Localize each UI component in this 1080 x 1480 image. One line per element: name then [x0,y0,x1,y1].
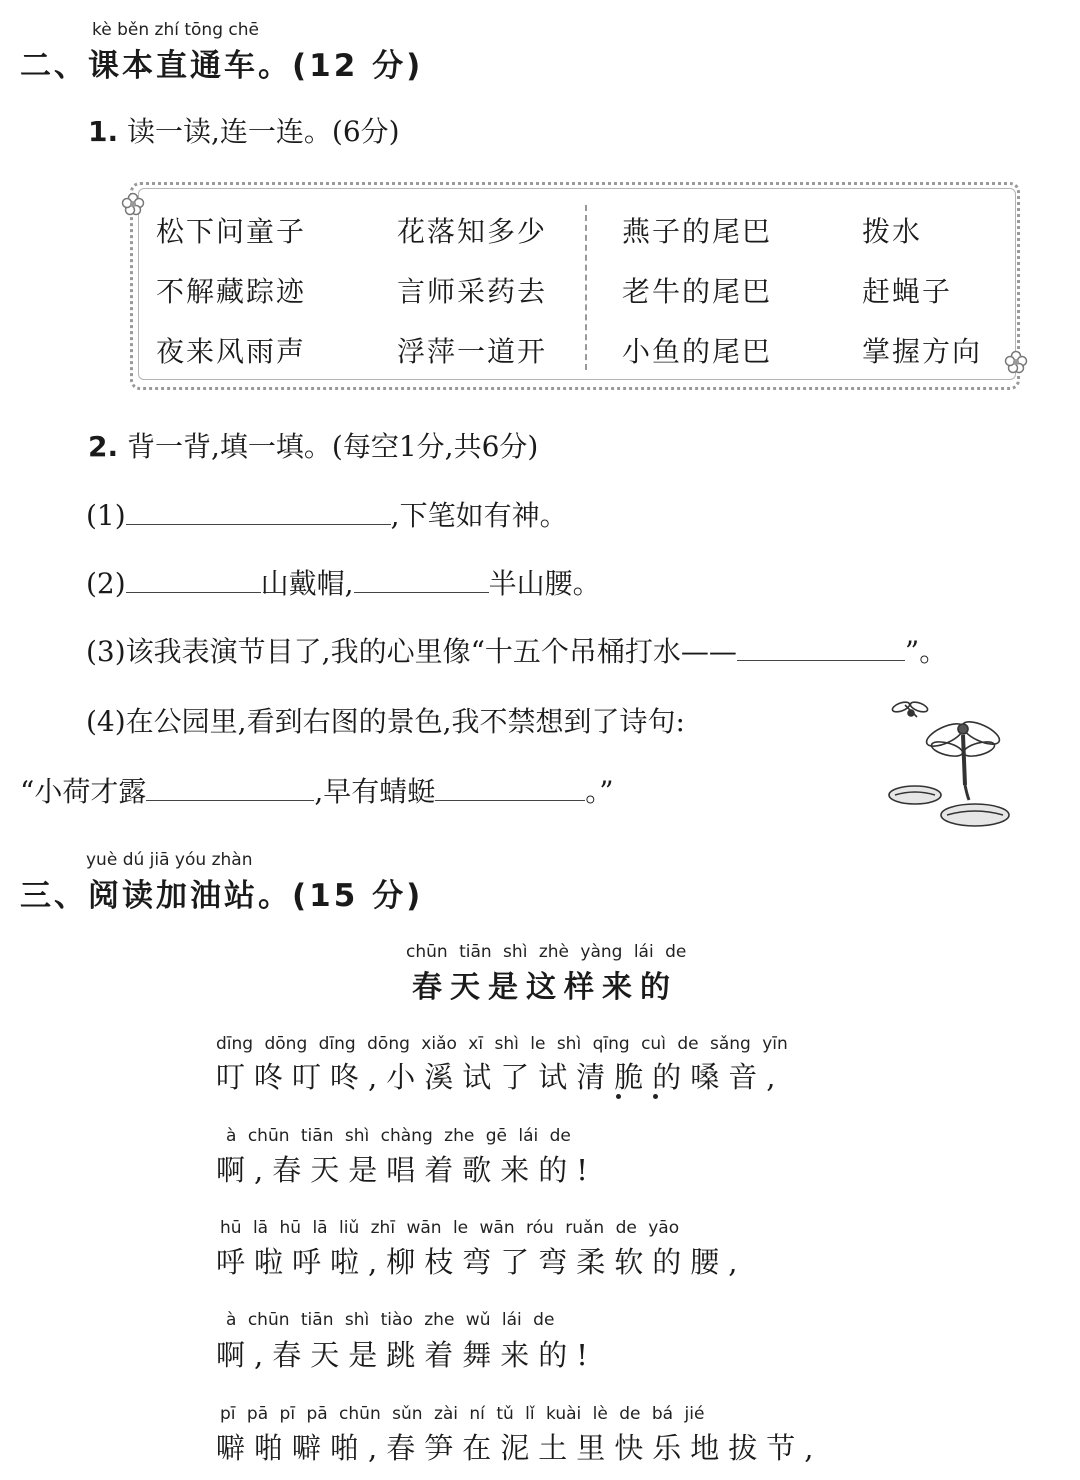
question2-text: 背一背,填一填。(每空1分,共6分) [127,430,539,463]
matching-divider [585,205,587,370]
poem-line: 呼啦呼啦,柳枝弯了弯柔软的腰, [216,1245,747,1279]
question2-item2 [86,562,601,602]
item4-prefix: “小荷才露 [20,775,147,808]
item3-text: (3)该我表演节目了,我的心里像“十五个吊桶打水—— [86,635,737,668]
question1-number: 1. [88,115,119,148]
item3-after: ”。 [904,635,948,668]
poem-line-pinyin: pī pā pī pā chūn sǔn zài ní tǔ lǐ kuài lè de bá jié [220,1404,705,1424]
section2-pinyin: kè běn zhí tōng chē [92,20,259,40]
question2-title [88,425,538,465]
section3-pinyin: yuè dú jiā yóu zhàn [86,850,253,870]
question2-item4: (4)在公园里,看到右图的景色,我不禁想到了诗句: [86,705,685,738]
section3-title: 三、阅读加油站。(15 分) [20,878,424,914]
section2-title: 二、课本直通车。(12 分) [20,48,424,84]
match-item[interactable]: 不解藏踪迹 [156,275,307,308]
match-item[interactable]: 老牛的尾巴 [622,275,773,308]
poem-line: 叮咚叮咚,小溪试了试清脆的嗓音, [216,1060,785,1094]
poem-title-pinyin: chūn tiān shì zhè yàng lái de [406,942,687,962]
match-item[interactable]: 浮萍一道开 [397,335,548,368]
question2-item4-line [20,770,614,810]
match-item[interactable]: 掌握方向 [862,335,983,368]
match-item[interactable]: 拨水 [862,215,923,248]
question2-item3 [86,630,947,670]
dragonfly-lotus-illustration [885,695,1035,835]
match-item[interactable]: 花落知多少 [397,215,548,248]
poem-line-pinyin: dīng dōng dīng dōng xiǎo xī shì le shì qīng cuì de sǎng yīn [216,1034,788,1054]
answer-blank[interactable] [737,638,905,661]
question1-text: 读一读,连一连。(6分) [127,115,400,148]
emphasis-dot [653,1094,658,1099]
answer-blank[interactable] [146,778,314,801]
answer-blank[interactable] [126,502,391,525]
question2-number: 2. [88,430,119,463]
item2-mid: 山戴帽, [260,567,354,600]
item4-after: 。” [585,775,614,808]
emphasis-dot [616,1094,621,1099]
match-item[interactable]: 小鱼的尾巴 [622,335,773,368]
item1-label: (1) [86,499,126,532]
answer-blank[interactable] [126,570,261,593]
poem-line-pinyin: hū lā hū lā liǔ zhī wān le wān róu ruǎn de yāo [220,1218,680,1238]
poem-line: 啊,春天是唱着歌来的! [216,1153,597,1187]
flower-icon [1004,350,1028,374]
match-item[interactable]: 燕子的尾巴 [622,215,773,248]
item1-after: ,下笔如有神。 [390,499,568,532]
poem-title: 春天是这样来的 [412,970,678,1005]
flower-icon [121,192,145,216]
match-item[interactable]: 言师采药去 [397,275,548,308]
match-item[interactable]: 松下问童子 [156,215,307,248]
item2-label: (2) [86,567,126,600]
poem-line: 啊,春天是跳着舞来的! [216,1338,597,1372]
poem-line-pinyin: à chūn tiān shì chàng zhe gē lái de [226,1126,571,1146]
item4-mid: ,早有蜻蜓 [314,775,436,808]
poem-line: 噼啪噼啪,春笋在泥土里快乐地拔节, [216,1431,823,1465]
answer-blank[interactable] [435,778,585,801]
poem-line-pinyin: à chūn tiān shì tiào zhe wǔ lái de [226,1310,555,1330]
match-item[interactable]: 夜来风雨声 [156,335,307,368]
item2-after: 半山腰。 [488,567,601,600]
answer-blank[interactable] [354,570,489,593]
question2-item1 [86,494,568,534]
question1-title [88,110,400,150]
match-item[interactable]: 赶蝇子 [862,275,953,308]
